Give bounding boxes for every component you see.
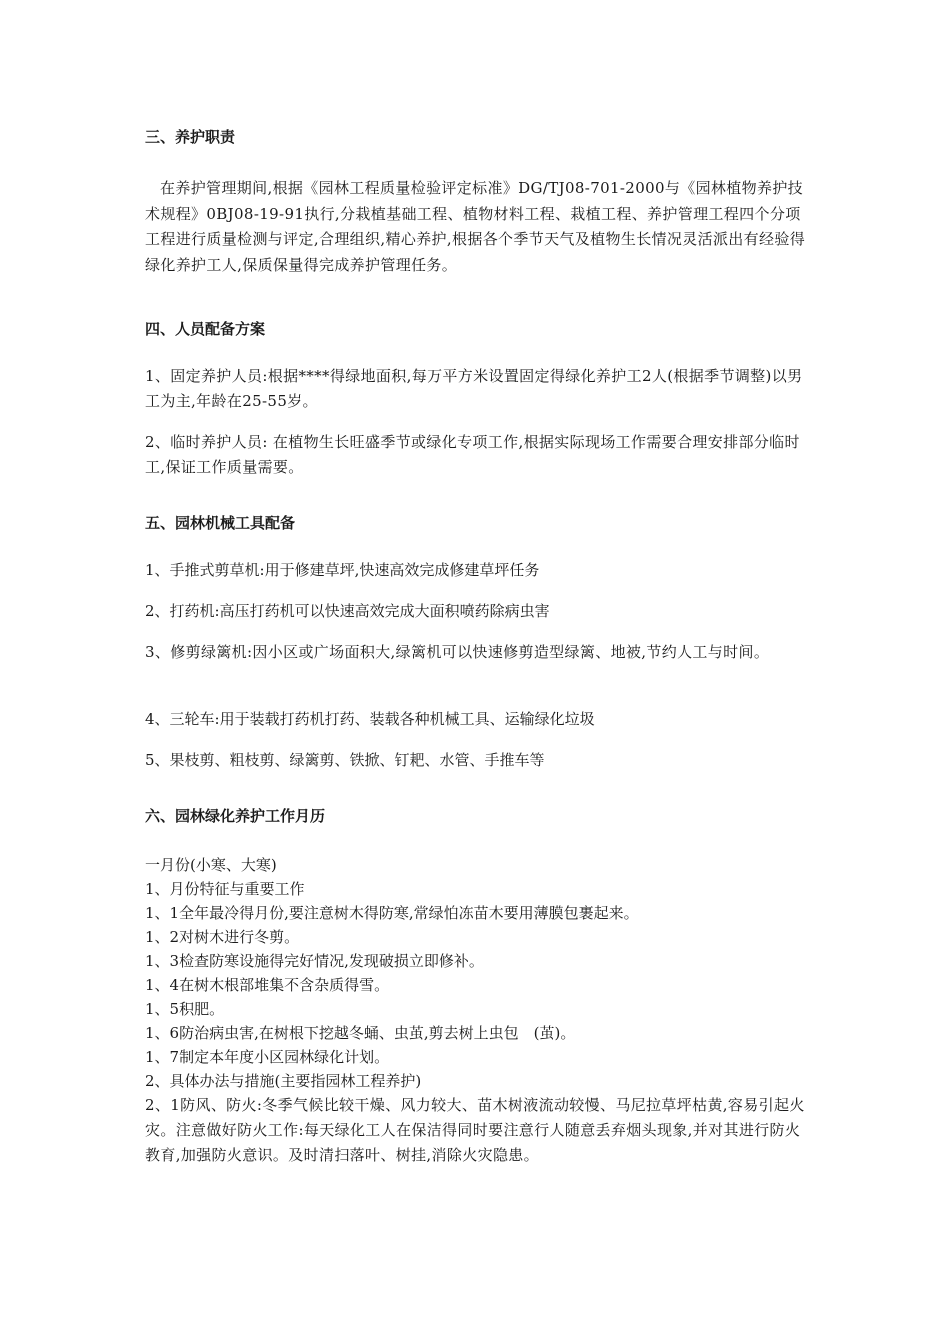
section-heading-duties: 三、养护职责 xyxy=(145,128,236,146)
machinery-item-5: 5、果枝剪、粗枝剪、绿篱剪、铁掀、钉耙、水管、手推车等 xyxy=(145,751,545,769)
section-heading-calendar: 六、园林绿化养护工作月历 xyxy=(145,807,326,825)
calendar-line: 1、3检查防寒设施得完好情况,发现破损立即修补。 xyxy=(145,952,484,970)
calendar-line: 1、5积肥。 xyxy=(145,1000,225,1018)
calendar-line: 1、1全年最冷得月份,要注意树木得防寒,常绿怕冻苗木要用薄膜包裹起来。 xyxy=(145,904,639,922)
machinery-item-3: 3、修剪绿篱机:因小区或广场面积大,绿篱机可以快速修剪造型绿篱、地被,节约人工与时间。 xyxy=(145,643,770,661)
calendar-line: 1、4在树木根部堆集不含杂质得雪。 xyxy=(145,976,390,994)
section-heading-machinery: 五、园林机械工具配备 xyxy=(145,514,296,532)
duties-paragraph: 在养护管理期间,根据《园林工程质量检验评定标准》DG/TJ08-701-2000与《园林植物养护技术规程》0BJ08-19-91执行,分栽植基础工程、植物材料工程、栽植工程、养护管理工程四个分项工程进行质量检测与评定,合理组织,精心养护,根据各个季节天气及植物生长情况灵活派出有经验得绿化养护工人,保质保量得完成养护管理任务。 xyxy=(145,179,806,274)
calendar-line: 1、6防治病虫害,在树根下挖越冬蛹、虫茧,剪去树上虫包 (茧)。 xyxy=(145,1024,576,1042)
staffing-item-1: 1、固定养护人员:根据****得绿地面积,每万平方米设置固定得绿化养护工2人(根据季节调整)以男工为主,年龄在25-55岁。 xyxy=(145,367,803,410)
calendar-line: 1、月份特征与重要工作 xyxy=(145,880,305,898)
section-heading-staffing: 四、人员配备方案 xyxy=(145,320,266,338)
month-title: 一月份(小寒、大寒) xyxy=(145,856,277,874)
machinery-item-1: 1、手推式剪草机:用于修建草坪,快速高效完成修建草坪任务 xyxy=(145,561,540,579)
calendar-line: 1、2对树木进行冬剪。 xyxy=(145,928,300,946)
staffing-item-2: 2、临时养护人员: 在植物生长旺盛季节或绿化专项工作,根据实际现场工作需要合理安排部分临时工,保证工作质量需要。 xyxy=(145,433,800,476)
fire-prevention-paragraph: 2、1防风、防火:冬季气候比较干燥、风力较大、苗木树液流动较慢、马尼拉草坪枯黄,容易引起火灾。注意做好防火工作:每天绿化工人在保洁得同时要注意行人随意丢弃烟头现象,并对其进行防火教育,加强防火意识。及时清扫落叶、树挂,消除火灾隐患。 xyxy=(145,1096,805,1164)
machinery-item-2: 2、打药机:高压打药机可以快速高效完成大面积喷药除病虫害 xyxy=(145,602,550,620)
machinery-item-4: 4、三轮车:用于装载打药机打药、装载各种机械工具、运输绿化垃圾 xyxy=(145,710,595,728)
calendar-line: 2、具体办法与措施(主要指园林工程养护) xyxy=(145,1072,422,1090)
calendar-line: 1、7制定本年度小区园林绿化计划。 xyxy=(145,1048,390,1066)
